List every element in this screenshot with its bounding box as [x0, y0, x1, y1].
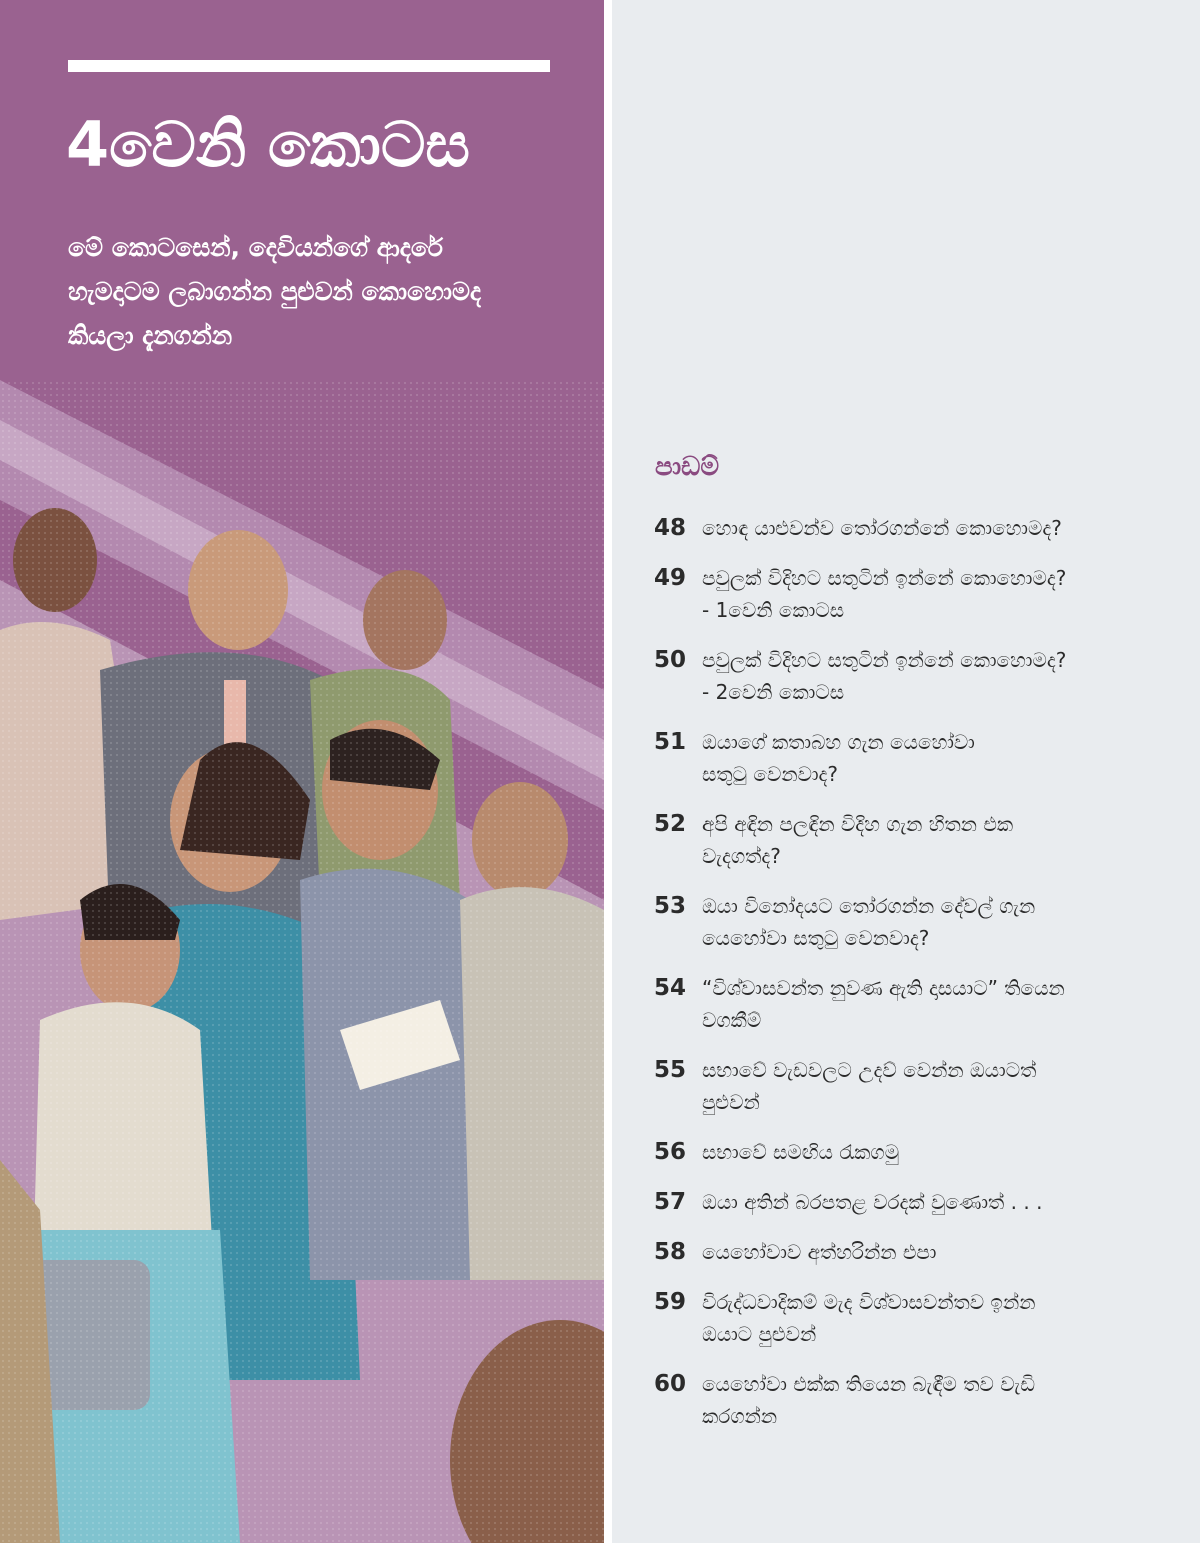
lesson-title: පවුලක් විදිහට සතුටින් ඉන්නේ කොහොමද? - 2වෙනි කොටස	[702, 648, 1067, 704]
lesson-title: සභාවේ සමඟිය රැකගමු	[702, 1140, 900, 1164]
lesson-number: 55	[654, 1057, 687, 1083]
lesson-title: යෙහෝවා එක්ක තියෙන බැඳීම තව වැඩි කරගන්න	[702, 1372, 1036, 1428]
lesson-number: 59	[654, 1289, 687, 1315]
lesson-item-59[interactable]	[654, 1286, 1154, 1350]
lesson-item-54[interactable]	[654, 972, 1154, 1036]
lesson-title: “විශ්වාසවන්ත නුවණ ඇති දාසයාට” තියෙන වගකීම්	[702, 976, 1065, 1032]
title-rule	[68, 60, 550, 72]
lesson-item-57[interactable]	[654, 1186, 1154, 1218]
part-title: 4වෙනි කොටස	[66, 108, 470, 181]
lesson-item-58[interactable]	[654, 1236, 1154, 1268]
lesson-list	[654, 512, 1154, 1450]
lesson-number: 57	[654, 1189, 687, 1215]
lesson-title: යෙහෝවාව අත්හරින්න එපා	[702, 1240, 937, 1264]
lesson-title: පවුලක් විදිහට සතුටින් ඉන්නේ කොහොමද? - 1වෙනි කොටස	[702, 566, 1067, 622]
congregation-illustration	[0, 380, 604, 1543]
lesson-number: 52	[654, 811, 687, 837]
lesson-title: අපි අඳින පලඳින විදිහ ගැන හිතන එක වැදගත්ද?	[702, 812, 1014, 868]
lesson-item-56[interactable]	[654, 1136, 1154, 1168]
lesson-title: ඔයා අතින් බරපතළ වරදක් වුණොත් . . .	[702, 1190, 1043, 1214]
lesson-item-55[interactable]	[654, 1054, 1154, 1118]
lesson-number: 50	[654, 647, 687, 673]
lesson-item-48[interactable]	[654, 512, 1154, 544]
lesson-number: 53	[654, 893, 687, 919]
lesson-number: 60	[654, 1371, 687, 1397]
lesson-item-60[interactable]	[654, 1368, 1154, 1432]
part-subtitle: මේ කොටසෙන්, දෙවියන්ගේ ආදරේ හැමදාටම ලබාගන්න පුළුවන් කොහොමද කියලා දැනගන්න	[68, 233, 482, 350]
lesson-title: සභාවේ වැඩවලට උදව් වෙන්න ඔයාටත් පුළුවන්	[702, 1058, 1037, 1114]
lesson-title: ඔයාගේ කතාබහ ගැන යෙහෝවා සතුටු වෙනවාද?	[702, 730, 975, 786]
lesson-number: 56	[654, 1139, 687, 1165]
lesson-item-52[interactable]	[654, 808, 1154, 872]
lesson-title: හොඳ යාළුවන්ව තෝරගන්නේ කොහොමද?	[702, 516, 1062, 540]
lessons-heading: පාඩම්	[655, 452, 720, 482]
lesson-number: 49	[654, 565, 687, 591]
lesson-item-51[interactable]	[654, 726, 1154, 790]
lesson-item-49[interactable]	[654, 562, 1154, 626]
lesson-item-53[interactable]	[654, 890, 1154, 954]
lesson-number: 58	[654, 1239, 687, 1265]
lesson-number: 51	[654, 729, 687, 755]
lesson-title: විරුද්ධවාදිකම් මැද විශ්වාසවන්තව ඉන්න ඔයාට පුළුවන්	[702, 1290, 1036, 1346]
lesson-number: 54	[654, 975, 687, 1001]
page-divider	[604, 0, 612, 1543]
lesson-item-50[interactable]	[654, 644, 1154, 708]
lesson-number: 48	[654, 515, 687, 541]
lesson-title: ඔයා විනෝදයට තෝරගන්න දේවල් ගැන යෙහෝවා සතුටු වෙනවාද?	[702, 894, 1036, 950]
